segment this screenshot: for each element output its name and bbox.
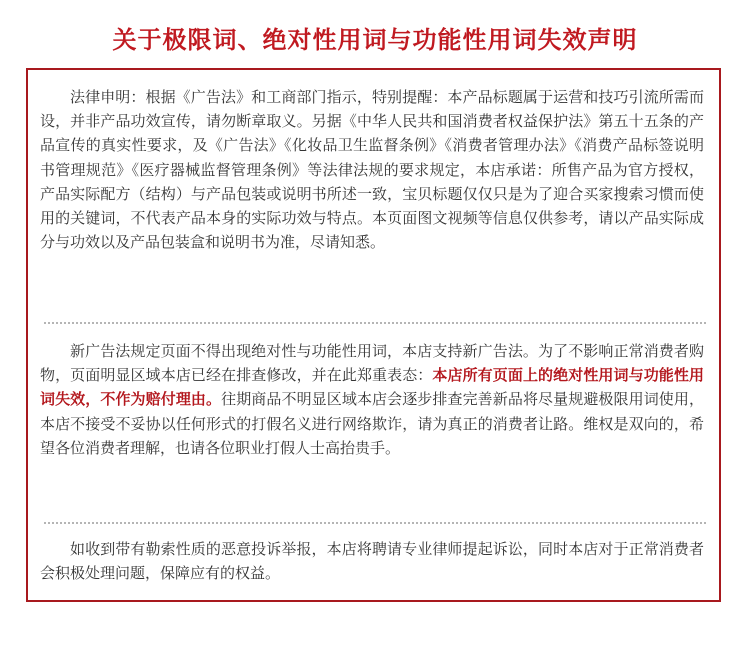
dotted-divider xyxy=(44,522,706,524)
advertising-law-text-rest: 往期商品不明显区域本店会逐步排查完善新品将尽量规避极限用词使用，本店不接受不妥协以任何形式的打假名义进行网络欺诈，请为真正的消费者让路。维权是双向的，希望各位消费者理解，也请各位职业打假人士高抬贵手。 xyxy=(40,390,704,457)
page-title: 关于极限词、绝对性用词与功能性用词失效声明 xyxy=(112,26,638,54)
advertising-law-text-intro: 新广告法规定页面不得出现绝对性与功能性用词，本店支持新广告法。为了不影响正常消费者购物，页面明显区域本店已经在排查修改，并在此郑重表态： xyxy=(40,342,704,385)
dotted-divider xyxy=(44,322,706,324)
statement-box xyxy=(26,68,721,602)
advertising-law-paragraph xyxy=(40,339,704,460)
complaint-notice-paragraph: 如收到带有勒索性质的恶意投诉举报，本店将聘请专业律师提起诉讼，同时本店对于正常消费者会积极处理问题，保障应有的权益。 xyxy=(40,540,704,583)
legal-statement-paragraph: 法律申明：根据《广告法》和工商部门指示，特别提醒：本产品标题属于运营和技巧引流所需而设，并非产品功效宣传，请勿断章取义。另据《中华人民共和国消费者权益保护法》第五十五条的产品宣传的真实性要求，及《广告法》《化妆品卫生监督条例》《消费者管理办法》《消费产品标签说明书管理规范》《医疗器械监督管理条例》等法律法规的要求规定，本店承诺：所售产品为官方授权，产品实际配方（结构）与产品包装或说明书所述一致，宝贝标题仅仅只是为了迎合买家搜索习惯而使用的关键词，不代表产品本身的实际功效与特点。本页面图文视频等信息仅供参考，请以产品实际成分与功效以及产品包装盒和说明书为准，尽请知悉。 xyxy=(40,88,704,252)
invalidity-declaration-highlight: 本店所有页面上的绝对性用词与功能性用词失效，不作为赔付理由。 xyxy=(40,366,704,409)
